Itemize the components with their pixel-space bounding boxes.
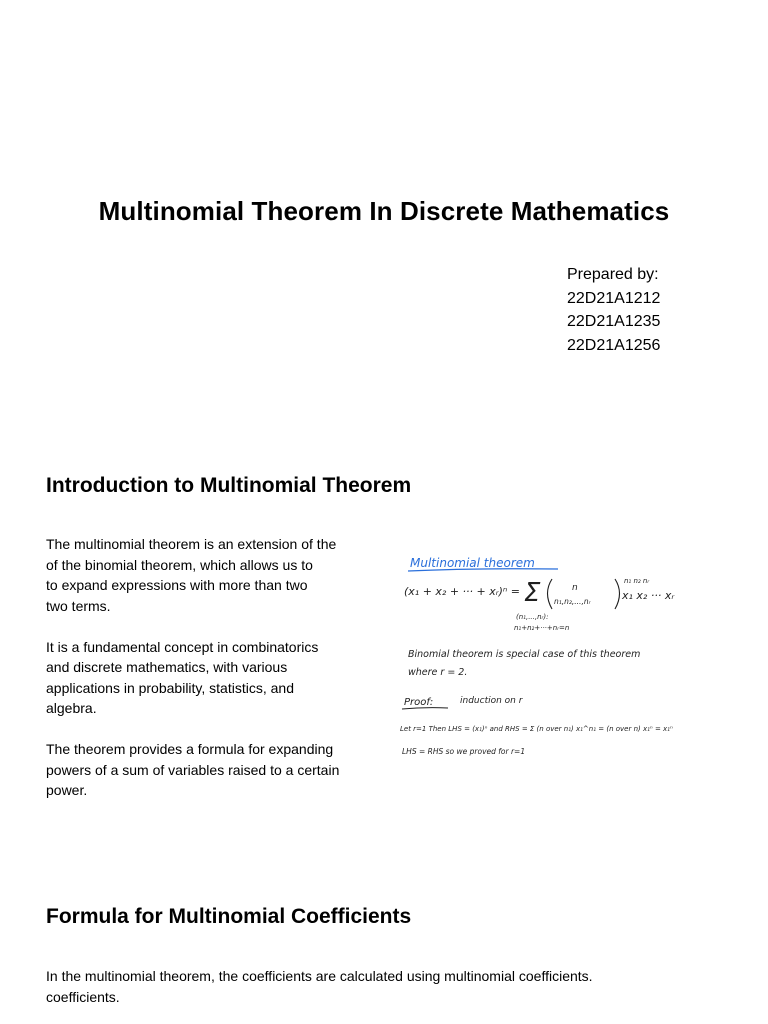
text-line: The multinomial theorem is an extension of the bbox=[46, 536, 337, 552]
note-line-2: where r = 2. bbox=[408, 667, 468, 678]
paragraph bbox=[46, 534, 386, 616]
proof-line-1: Let r=1 Then LHS = (x₁)ⁿ and RHS = Σ (n over n₁) x₁^n₁ = (n over n) x₁ⁿ = x₁ⁿ bbox=[400, 725, 673, 733]
note-line-1: Binomial theorem is special case of this theorem bbox=[408, 649, 641, 660]
intro-heading: Introduction to Multinomial Theorem bbox=[46, 474, 412, 497]
prepared-by-block bbox=[567, 263, 660, 357]
paragraph bbox=[46, 637, 386, 719]
notes-title: Multinomial theorem bbox=[410, 556, 535, 570]
text-line: powers of a sum of variables raised to a certain bbox=[46, 761, 340, 778]
text-line: applications in probability, statistics, and bbox=[46, 679, 294, 696]
formula-heading: Formula for Multinomial Coefficients bbox=[46, 905, 412, 928]
text-line: and discrete mathematics, with various bbox=[46, 659, 288, 675]
text-line: power. bbox=[46, 782, 88, 798]
formula-lhs: (x₁ + x₂ + ··· + xᵣ)ⁿ = bbox=[404, 585, 520, 598]
text-line: algebra. bbox=[46, 700, 97, 716]
text-line: of the binomial theorem, which allows us to bbox=[46, 556, 313, 573]
intro-text bbox=[46, 534, 386, 821]
coef-top: n bbox=[572, 583, 578, 593]
roll-number: 22D21A1235 bbox=[567, 313, 661, 330]
formula-vars: x₁ x₂ ··· xᵣ bbox=[622, 589, 675, 602]
paragraph bbox=[46, 739, 386, 801]
text-line: to expand expressions with more than two bbox=[46, 577, 308, 593]
coef-bottom: n₁,n₂,...,nᵣ bbox=[554, 597, 591, 606]
proof-label: Proof: bbox=[404, 697, 434, 708]
title-slide bbox=[0, 0, 768, 440]
proof-line-2: LHS = RHS so we proved for r=1 bbox=[402, 747, 526, 756]
roll-number: 22D21A1212 bbox=[567, 289, 661, 307]
formula-exponents: n₁ n₂ nᵣ bbox=[624, 577, 650, 585]
sum-condition-2: n₁+n₂+···+nᵣ=n bbox=[514, 624, 570, 632]
coef-left-paren bbox=[548, 579, 553, 609]
handwritten-notes-image bbox=[386, 535, 716, 795]
slide-title: Multinomial Theorem In Discrete Mathematics bbox=[98, 196, 670, 226]
content-slide bbox=[0, 440, 768, 1024]
text-line: In the multinomial theorem, the coefficients are calculated using multinomial coefficients. bbox=[46, 968, 593, 984]
text-line: two terms. bbox=[46, 597, 111, 614]
text-line: The theorem provides a formula for expanding bbox=[46, 741, 334, 757]
sum-condition-1: (n₁,...,nᵣ): bbox=[516, 613, 549, 621]
proof-head: induction on r bbox=[460, 696, 523, 706]
formula-text bbox=[46, 966, 746, 1007]
roll-number: 22D21A1256 bbox=[567, 336, 661, 354]
coef-right-paren bbox=[615, 579, 620, 609]
prepared-by-label: Prepared by: bbox=[567, 266, 659, 283]
formula-sum: Σ bbox=[524, 578, 541, 608]
text-line: coefficients. bbox=[46, 988, 120, 1005]
text-line: It is a fundamental concept in combinatorics bbox=[46, 638, 319, 655]
